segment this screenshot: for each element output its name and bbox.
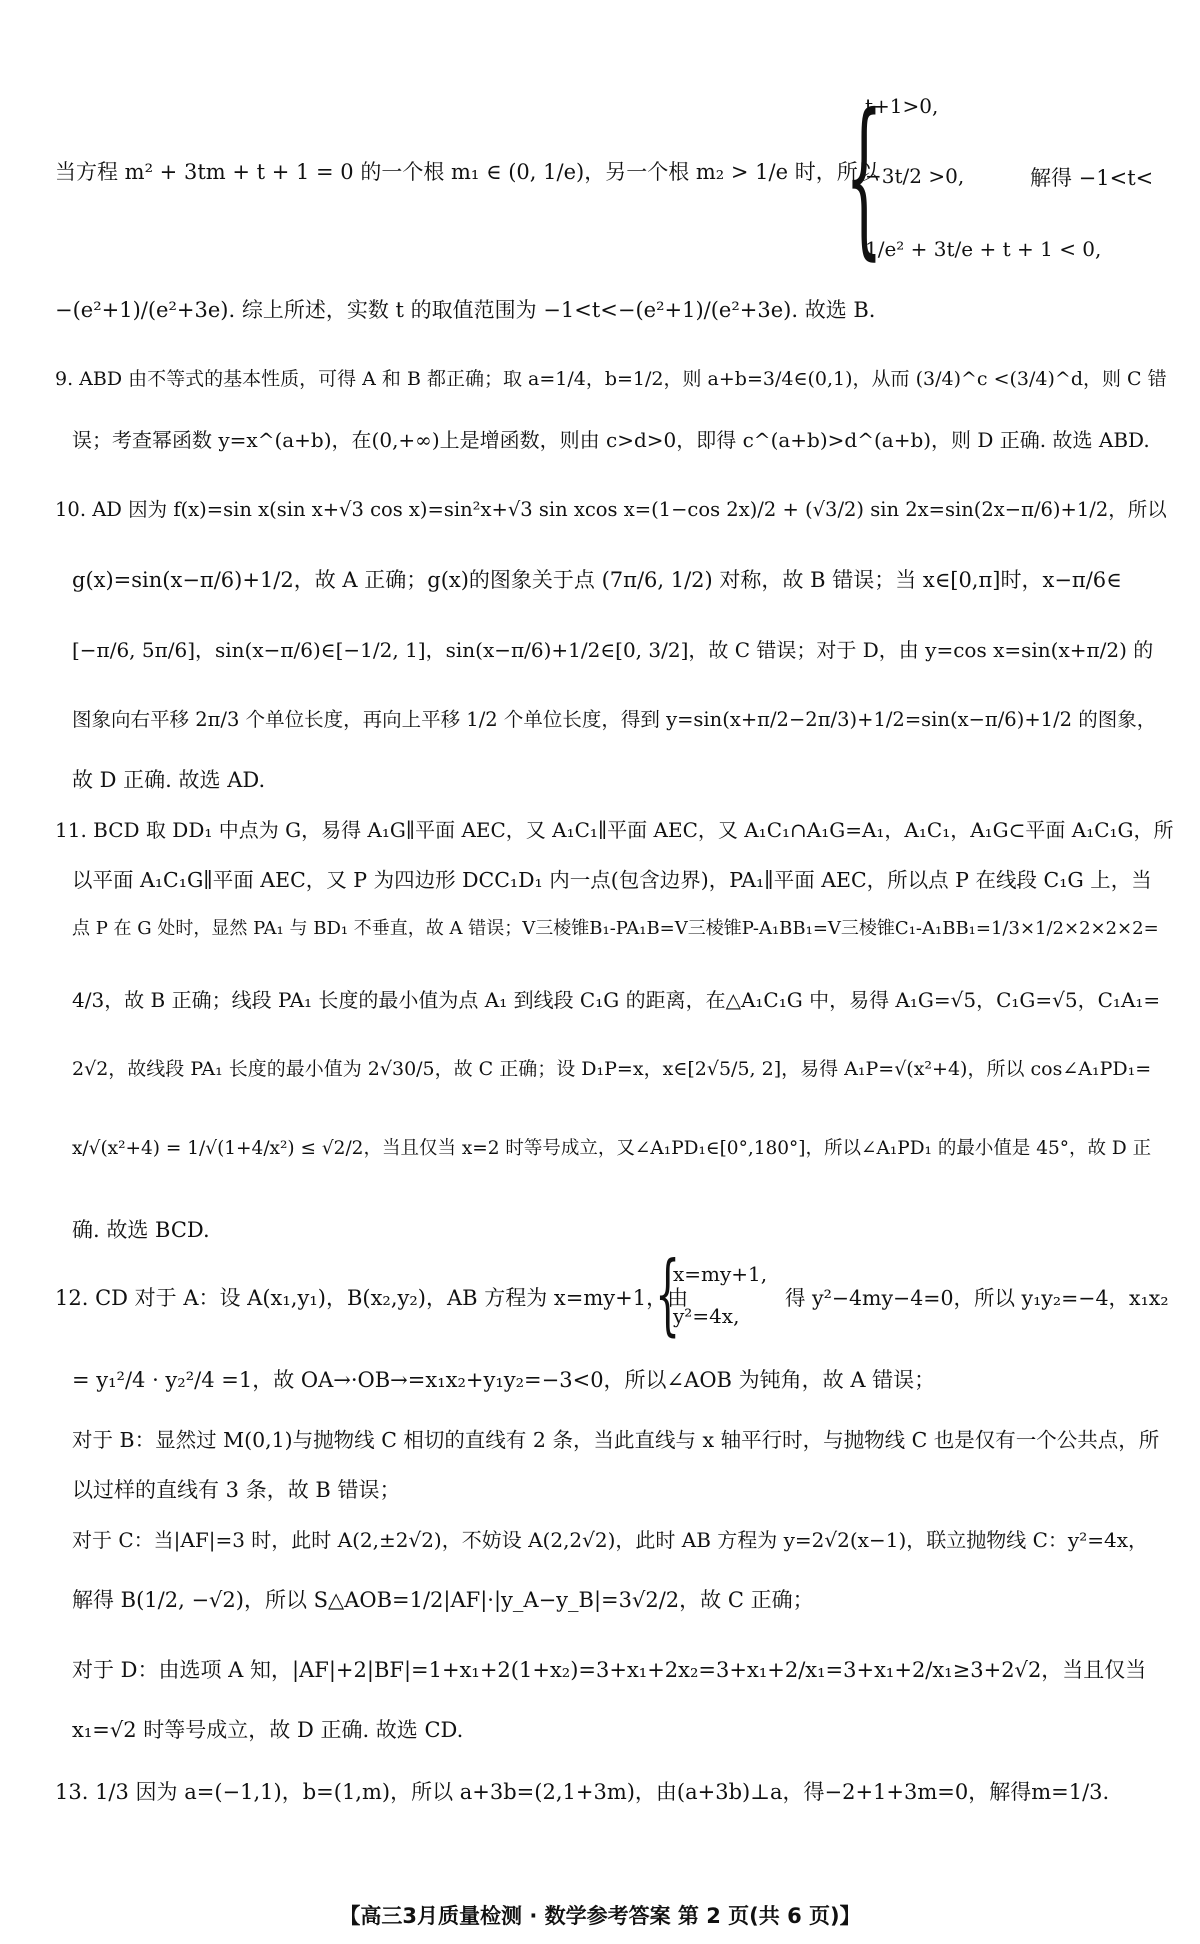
text-line: x₁=√2 时等号成立，故 D 正确. 故选 CD. [72,1718,464,1742]
left-brace: { [655,1242,681,1345]
text-line: 以过样的直线有 3 条，故 B 错误； [72,1478,401,1502]
text-tail: 得 y²−4my−4=0，所以 y₁y₂=−4，x₁x₂ [785,1286,1169,1310]
system-row: t+1>0, [865,94,939,118]
text-line: [−π/6, 5π/6]，sin(x−π/6)∈[−1/2, 1]，sin(x−π/6)+1/2∈[0, 3/2]，故 C 错误；对于 D，由 y=cos x=sin(x+π/2) 的 [72,638,1154,662]
system-row: y²=4x, [673,1304,740,1328]
text-line: 对于 B：显然过 M(0,1)与抛物线 C 相切的直线有 2 条，当此直线与 x 轴平行时，与抛物线 C 也是仅有一个公共点，所 [72,1428,1160,1452]
text-tail: 解得 −1<t< [1030,166,1154,190]
text-line: 解得 B(1/2, −√2)，所以 S△AOB=1/2|AF|·|y_A−y_B|=3√2/2，故 C 正确； [72,1588,814,1612]
text-line: = y₁²/4 · y₂²/4 =1，故 OA→·OB→=x₁x₂+y₁y₂=−3<0，所以∠AOB 为钝角，故 A 错误； [72,1368,936,1392]
text-line: 确. 故选 BCD. [72,1218,210,1242]
system-row: x=my+1, [673,1262,768,1286]
text-line: 对于 D：由选项 A 知，|AF|+2|BF|=1+x₁+2(1+x₂)=3+x₁+2x₂=3+x₁+2/x₁=3+x₁+2/x₁≥3+2√2，当且仅当 [72,1658,1147,1682]
text-line: g(x)=sin(x−π/6)+1/2，故 A 正确；g(x)的图象关于点 (7π/6, 1/2) 对称，故 B 错误；当 x∈[0,π]时，x−π/6∈ [72,568,1122,592]
equation-system [655,1242,775,1345]
system-row: −3t/2 >0, [865,164,965,188]
text-line: x/√(x²+4) = 1/√(1+4/x²) ≤ √2/2，当且仅当 x=2 时等号成立，又∠A₁PD₁∈[0°,180°]，所以∠A₁PD₁ 的最小值是 45°，故 D 正 [72,1138,1152,1159]
system-row: 1/e² + 3t/e + t + 1 < 0, [865,237,1102,261]
text-line: 2√2，故线段 PA₁ 长度的最小值为 2√30/5，故 C 正确；设 D₁P=x，x∈[2√5/5, 2]，易得 A₁P=√(x²+4)，所以 cos∠A₁PD₁= [72,1058,1152,1080]
left-brace: { [845,78,883,276]
text-line: 当方程 m² + 3tm + t + 1 = 0 的一个根 m₁ ∈ (0, 1/e)，另一个根 m₂ > 1/e 时，所以 [55,160,879,184]
text-line: 9. ABD 由不等式的基本性质，可得 A 和 B 都正确；取 a=1/4，b=1/2，则 a+b=3/4∈(0,1)，从而 (3/4)^c <(3/4)^d，则 C 错 [55,368,1167,390]
text-line: 点 P 在 G 处时，显然 PA₁ 与 BD₁ 不垂直，故 A 错误；V三棱锥B₁-PA₁B=V三棱锥P-A₁BB₁=V三棱锥C₁-A₁BB₁=1/3×1/2×2×2×2= [72,918,1159,939]
text-line: 故 D 正确. 故选 AD. [72,768,266,792]
text-line: 4/3，故 B 正确；线段 PA₁ 长度的最小值为点 A₁ 到线段 C₁G 的距离，在△A₁C₁G 中，易得 A₁G=√5，C₁G=√5，C₁A₁= [72,988,1161,1012]
text-line: 10. AD 因为 f(x)=sin x(sin x+√3 cos x)=sin²x+√3 sin xcos x=(1−cos 2x)/2 + (√3/2) sin 2x=sin(2x−π/6)+1/2，所以 [55,498,1167,521]
page-footer: 【高三3月质量检测 · 数学参考答案 第 2 页(共 6 页)】 [339,1904,861,1928]
text-line: 误；考查幂函数 y=x^(a+b)，在(0,+∞)上是增函数，则由 c>d>0，即得 c^(a+b)>d^(a+b)，则 D 正确. 故选 ABD. [72,428,1150,452]
text-line: 图象向右平移 2π/3 个单位长度，再向上平移 1/2 个单位长度，得到 y=sin(x+π/2−2π/3)+1/2=sin(x−π/6)+1/2 的图象， [72,708,1157,731]
text-line: 对于 C：当|AF|=3 时，此时 A(2,±2√2)，不妨设 A(2,2√2)，此时 AB 方程为 y=2√2(x−1)，联立抛物线 C：y²=4x， [72,1528,1148,1552]
text-line: 12. CD 对于 A：设 A(x₁,y₁)，B(x₂,y₂)，AB 方程为 x=my+1，由 [55,1286,689,1310]
text-line: 13. 1/3 因为 a=(−1,1)，b=(1,m)，所以 a+3b=(2,1+3m)，由(a+3b)⊥a，得−2+1+3m=0，解得m=1/3. [55,1780,1110,1804]
text-line: −(e²+1)/(e²+3e). 综上所述，实数 t 的取值范围为 −1<t<−(e²+1)/(e²+3e). 故选 B. [55,298,876,322]
text-line: 以平面 A₁C₁G∥平面 AEC，又 P 为四边形 DCC₁D₁ 内一点(包含边界)，PA₁∥平面 AEC，所以点 P 在线段 C₁G 上，当 [72,868,1152,892]
text-line: 11. BCD 取 DD₁ 中点为 G，易得 A₁G∥平面 AEC，又 A₁C₁∥平面 AEC，又 A₁C₁∩A₁G=A₁，A₁C₁，A₁G⊂平面 A₁C₁G，所 [55,818,1174,842]
